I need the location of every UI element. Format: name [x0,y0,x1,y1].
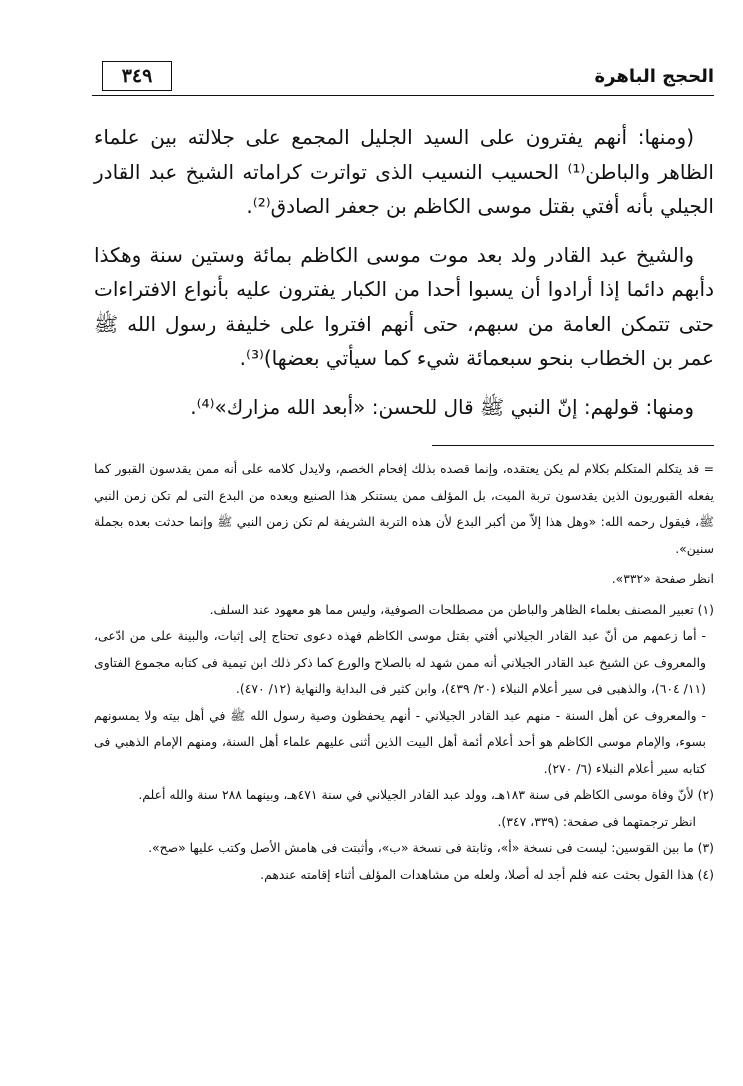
footnote-2-detail: انظر ترجمتهما فى صفحة: (٣٣٩، ٣٤٧). [497,813,696,829]
footnote-continuation: = قد يتكلم المتكلم بكلام لم يكن يعتقده، وإنما قصده بذلك إفحام الخصم، ولايدل كلامه على أنه ممن يقدسون القبور كما يفعله القبوريون الذين يقدسون تربة الميت، بل المؤلف ممن يستنكر هذا الصنيع ويعده من البدع التى لم تكن زمن النبي ﷺ، فيقول رحمه الله: «وهل هذا إلاّ من أكبر البدع لأن هذه التربة الشريفة لم تكن زمن النبي ﷺ وإنما حدثت بعده بجملة سنين». [94,461,714,556]
page-number: ٣٤٩ [102,61,172,91]
footnote-reference: انظر صفحة «٣٣٢». [611,571,714,586]
footnote-3: (٣) ما بين القوسين: ليست فى نسخة «أ»، وثابتة فى نسخة «ب»، وأثبتت فى هامش الأصل وكتب عليها «صح». [148,840,714,855]
paragraph: والشيخ عبد القادر ولد بعد موت موسى الكاظم بمائة وستين سنة وهكذا دأبهم دائما إذا أرادوا أن يسبوا أحدا من الكبار يفترون عليه بأنواع الافتراءات حتى تتمكن العامة من سبهم، حتى أنهم افتروا على خليفة رسول الله ﷺ عمر بن الخطاب بنحو سبعمائة شيء كما سيأتي بعضها)⁽³⁾. [94,242,714,370]
page-header [92,60,714,96]
footnote-2: (٢) لأنّ وفاة موسى الكاظم فى سنة ١٨٣هـ، وولد عبد القادر الجيلاني في سنة ٤٧١هـ، وبينهما ٢٨٨ سنة والله أعلم. [138,787,714,802]
footnote-1: (١) تعبير المصنف بعلماء الظاهر والباطن من مصطلحات الصوفية، وليس مما هو معهود عند السلف. [209,601,714,617]
paragraph: ومنها: قولهم: إنّ النبي ﷺ قال للحسن: «أبعد الله مزارك»⁽⁴⁾. [190,394,694,419]
footnote-1-detail: - والمعروف عن أهل السنة - منهم عبد القادر الجيلاني - أنهم يحفظون وصية رسول الله ﷺ في أهل بيته ولا يمسونهم بسوء، والإمام موسى الكاظم هو أحد أعلام أئمة أهل البيت الذين أثنى عليهم علماء أهل السنة، ومنهم الإمام الذهبي فى كتابه سير أعلام النبلاء (٦/ ٢٧٠). [94,707,706,776]
footnotes [94,456,714,888]
footnote-4: (٤) هذا القول بحثت عنه فلم أجد له أصلا، ولعله من مشاهدات المؤلف أثناء إقامته عندهم. [260,866,714,882]
footnote-separator [432,445,714,446]
header-rule [92,95,714,96]
paragraph: (ومنها: أنهم يفترون على السيد الجليل المجمع على جلالته بين علماء الظاهر والباطن⁽¹⁾ الحسيب النسيب الذى تواترت كراماته الشيخ عبد القادر الجيلي بأنه أفتي بقتل موسى الكاظم بن جعفر الصادق⁽²⁾. [94,125,714,218]
footnote-1-detail: - أما زعمهم من أنّ عبد القادر الجيلاني أفتي بقتل موسى الكاظم فهذه دعوى تحتاج إلى إثبات، والبينة على من ادّعى، والمعروف عن الشيخ عبد القادر الجيلاني أنه ممن شهد له بالصلاح والورع كما ذكر ذلك ابن تيمية فى كتابه مجموع الفتاوى (١١/ ٦٠٤)، والذهبى فى سير أعلام النبلاء (٢٠/ ٤٣٩)، وابن كثير فى البداية والنهاية (١٢/ ٤٧٠). [94,628,706,696]
main-text [94,120,714,434]
running-title: الحجج الباهرة [594,66,714,87]
